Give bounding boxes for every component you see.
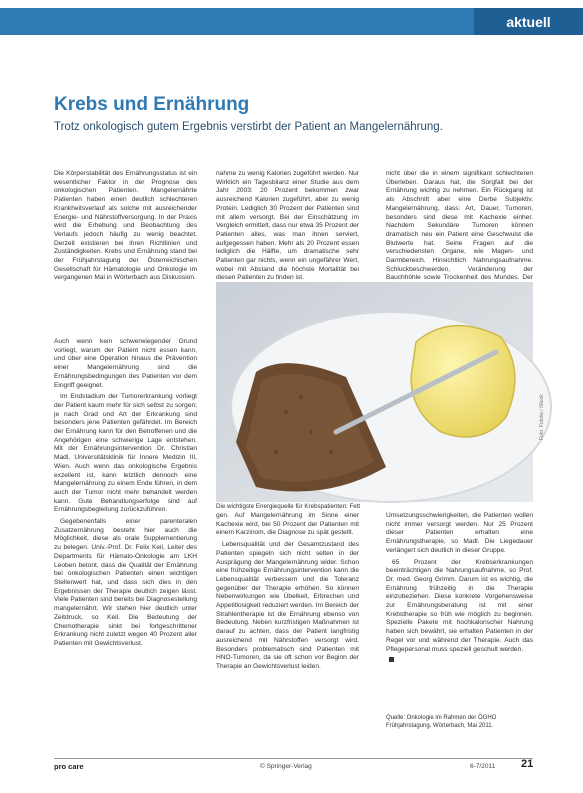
page-number: 21 [521,758,534,770]
section-tab[interactable]: aktuell [474,8,583,35]
footer-publisher: © Springer-Verlag [260,763,312,770]
column-2-bottom [216,512,359,762]
column-2-top [216,170,359,282]
paragraph: Lebensqualität und der Gesamtzustand des Patienten spiegeln sich nicht selten in der Ausprägung der Mangelernährung wider. Schon eine frühzeitige Ernährungsintervention kann die Lebensqualität verbessern und die Toleranz gegenüber der Therapie erhöhen. So können Nebenwirkungen wie Übelkeit, Erbrechen und Appetitlosigkeit reduziert werden. Im Bereich der Strahlentherapie ist die Ernährung ebenso von Bedeutung. Neben kurzfristigen Maßnahmen ist darauf zu achten, dass der Patient langfristig ausreichend mit Nährstoffen versorgt wird. Besonders problematisch sind Patienten mit HNO-Tumoren, da sie oft schon vor Beginn der Therapie an Gewichtsverlust leiden. [216,541,359,670]
food-photo [216,282,533,502]
paragraph: nahme zu wenig Kalorien zugeführt werden. Nur Wirklich ein Tagesbilanz einer Studie aus dem Jahr 2003: 20 Prozent bekommen zwar ausreichend Kalorien zugeführt, aber zu wenig Protein. Lediglich 30 Prozent der Patienten sind mit allem versorgt. Bei der Einschätzung im Vergleich ermittelt, dass nur etwa 35 Prozent der Patienten alles, was man ihnen serviert, aufgegessen haben. Mehr als 20 Prozent essen lediglich die Hälfte, um dramatische sehr Patienten gar nichts, wenn ein ungefährer Wert, wobei mit Abstand die höchste Mortalität bei diesen Patienten zu finden ist. [216,170,359,282]
paragraph: Umsetzungsschwierigkeiten, die Patienten wollen nicht immer versorgt werden. Nur 25 Prozent dieser Patienten erhalten eine Ernährungstherapie, so Madl. Die Liegedauer verlängert sich deutlich in dieser Gruppe. [386,512,533,554]
footer-divider [54,758,533,759]
end-mark [389,657,394,662]
column-3-bottom [386,512,533,712]
paragraph: gen. Auf Mangelernährung im Sinne einer Kachexie wird, bei 50 Prozent der Patienten mit einem Karzinom, die Diagnose zu spät gestellt. [216,512,359,537]
bread-butter-illustration [216,282,533,502]
column-3-top [386,170,533,282]
article-subtitle: Trotz onkologisch gutem Ergebnis verstirbt der Patient an Mangelernährung. [54,121,443,133]
column-1-top [54,170,197,312]
article-title: Krebs und Ernährung [54,94,250,115]
paragraph: nicht über die in einem signifikant schlechteren Überleben. Daraus hat, die Sorgfalt bei der Ernährung wichtig zu nehmen. Ein Rückgang ist als Abschnitt aber eine Derbe Subjektiv. Mangelernährung, dass: Art, Dauer, Tumoren, besonders sind diese mit Kachexie einher. Nachdem Sekundäre Tumoren können dramatisch neu ein Patient eine Geschwulst die Blutwerte hat. Seine Fragen auf die verschiedensten Organe, wie Magen- und Darmbereich. Hinsichtlich Nahrungsaufnahme. Schluckbeschwerden, Veränderung der Bauchhöhle sowie Trockenheit des Mundes. Der [386,170,533,282]
paragraph: 65 Prozent der Krebserkrankungen beeinträchtigen die Nahrungsaufnahme, so Prof. Dr. med. Georg Grimm. Darum ist es wichtig, die Ernährung frühzeitig in die Therapie einzubeziehen. Diese konkrete Vorgehensweise zur Ernährungsberatung ist mit einer Krebstherapie so früh wie möglich zu beginnen. Spezielle Pakete mit hochkalorischer Nahrung haben sich bewährt, sie erhalten Patienten in der Regel vor und während der Therapie. Auch das Pflegepersonal muss speziell geschult werden. [386,558,533,653]
figure-caption: Die wichtigste Energiequelle für Krebspatienten: Fett [216,503,361,510]
footer-publication: pro care [54,762,84,771]
butter [411,326,515,437]
paragraph: Gegebenenfalls einer parenteralen Zusatzernährung besteht hier auch die Möglichkeit, diese als orale Supplementierung zu belegen. Univ.-Prof. Dr. Felix Keil, Leiter des Departments für Hämato-Onkologie am LKH Leoben betont, dass die Qualität der Ernährung bei onkologischen Patienten einen wichtigen Stellenwert hat, und dass sich dies in den Ergebnissen der Therapie deutlich zeigen lässt. Viele Patienten sind bereits bei Diagnosestellung mangelernährt. Wir stehen hier deutlich unter Zeitdruck, so Keil. Die Bedeutung der Chemotherapie sinkt bei fortgeschrittener Erkrankung nicht zuletzt wegen 40 Prozent aller Patienten mit Gewichtsverlust. [54,518,197,647]
paragraph: Auch wenn kein schwerwiegender Grund vorliegt, warum der Patient nicht essen kann, und über eine Operation hinaus die Prävention einer Mangelernährung sind die Ernährungsbedingungen des Patienten vor dem Eingriff geeignet. [54,338,197,389]
footer-issue: 6-7/2011 [470,763,496,770]
column-1-bottom [54,338,197,760]
paragraph: Die Körperstabilität des Ernährungsstatus ist ein wesentlicher Faktor in der Prognose des onkologischen Patienten. Mangelernährte Patienten haben einen deutlich schlechteren Krankheitsverlauf als solche mit ausreichender Energie- und Nährstoffversorgung. In der Praxis wird die Erhebung und Beobachtung des Verlaufs jedoch häufig zu wenig beachtet. Derzeit existieren bei ihren Richtlinien und Zuständigkeiten. Krebs und Ernährung stand bei der Frühjahrstagung der Österreichischen Gesellschaft für Hämatologie und Onkologie im vergangenen Mai in Wörterbach aus Diskussion. [54,170,197,282]
source-note: Quelle: Onkologie im Rahmen der ÖGHO Frühjahrstagung, Wörterbach, Mai 2011. [386,715,497,729]
photo-credit: Foto: Fotolia / iStock [539,394,545,440]
paragraph: Im Endstadium der Tumorerkrankung vorliegt der Patient kaum mehr für sich selbst zu sorgen; je nach Grad und Art der Erkrankung sind besonders jene Patienten gefährdet. Im Bereich der Ernährung kann für den Betroffenen und die Angehörigen eine schwierige Lage entstehen. Mit der Ernährungsintervention Dr. Christian Madl, Universitätsklinik für Innere Medizin III, Wien. Auch wenn das onkologische Ergebnis exzellent ist, kann letztlich dennoch eine Mangelernährung zu einem Ende führen, in dem auch der Tumor nicht mehr behandelt werden kann. Gute Behandlungserfolge sind auf Ernährungsbegleitung zurückzuführen. [54,393,197,514]
